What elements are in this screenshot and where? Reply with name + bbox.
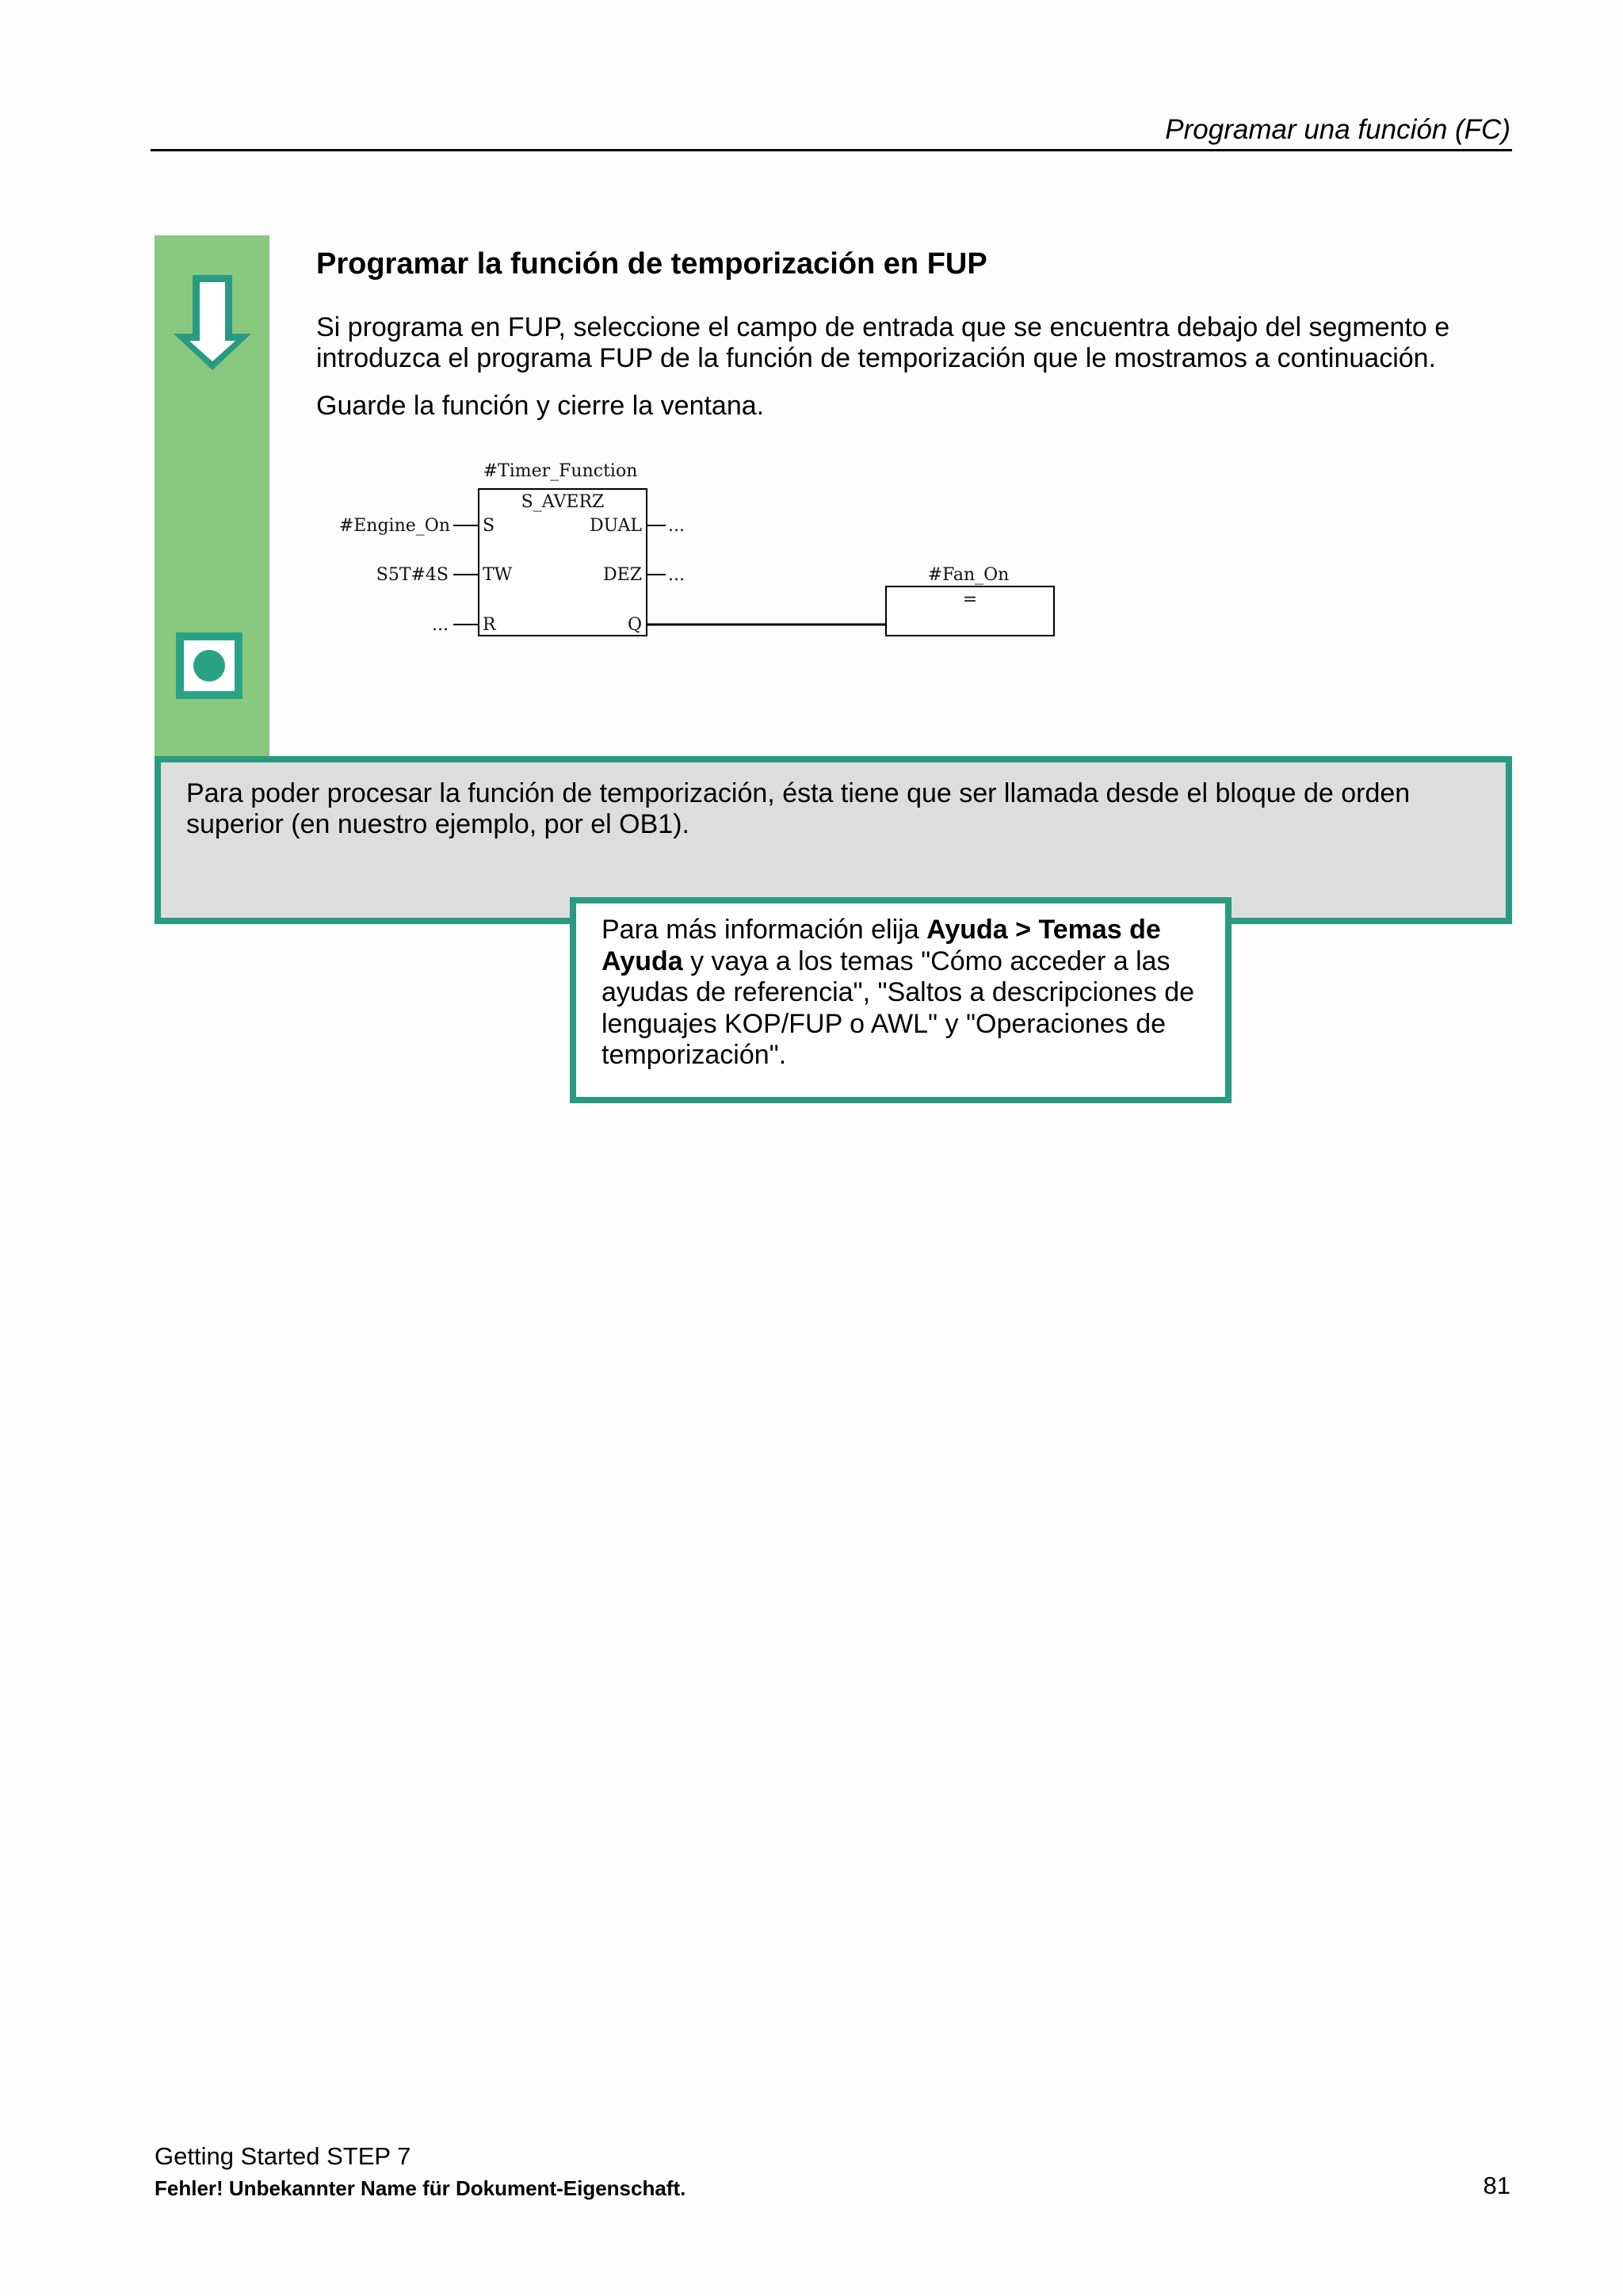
input-tw-operand: S5T#4S [376, 565, 449, 585]
stop-icon [176, 632, 242, 699]
section-title: Programar la función de temporización en FUP [316, 247, 987, 281]
pin-s-label: S [483, 516, 495, 536]
info-box [570, 897, 1232, 1103]
help-menu-path: Ayuda > Temas de Ayuda [601, 915, 1161, 976]
info-suffix: y vaya a los temas "Cómo acceder a las ayudas de referencia", "Saltos a descripciones de lenguajes KOP/FUP o AWL" y "Operaciones de temporización". [601, 946, 1195, 1070]
footer-title: Getting Started STEP 7 [155, 2142, 411, 2170]
timer-instance-label: #Timer_Function [483, 461, 638, 481]
page-number: 81 [1483, 2172, 1510, 2199]
block-type-label: S_AVERZ [521, 492, 605, 512]
output-dez-operand: ... [668, 565, 685, 585]
pin-tw-label: TW [483, 565, 513, 585]
input-s-operand: #Engine_On [338, 516, 450, 536]
pin-q-label: Q [627, 615, 642, 635]
note-text: Para poder procesar la función de temporización, ésta tiene que ser llamada desde el bloque de orden superior (en nuestro ejemplo, por el OB1). [186, 778, 1411, 839]
output-dual-operand: ... [668, 516, 685, 536]
pin-dez-label: DEZ [603, 565, 642, 585]
input-r-operand: ... [432, 615, 449, 635]
running-head: Programar una función (FC) [1165, 114, 1510, 145]
fup-diagram [317, 452, 1078, 650]
down-arrow-icon [169, 272, 256, 373]
paragraph-instructions: Si programa en FUP, seleccione el campo de entrada que se encuentra debajo del segmento e introduzca el programa FUP de la función de temporización que le mostramos a continuación. [316, 312, 1450, 373]
coil-symbol: = [962, 590, 978, 609]
info-text [601, 915, 1212, 1072]
pin-dual-label: DUAL [590, 516, 642, 536]
coil-operand: #Fan_On [927, 565, 1010, 585]
header-rule [151, 149, 1512, 151]
paragraph-save: Guarde la función y cierre la ventana. [316, 391, 765, 421]
pin-r-label: R [483, 615, 496, 635]
footer-note: Fehler! Unbekannter Name für Dokument-Eigenschaft. [155, 2176, 686, 2200]
info-prefix: Para más información elija [601, 915, 927, 945]
